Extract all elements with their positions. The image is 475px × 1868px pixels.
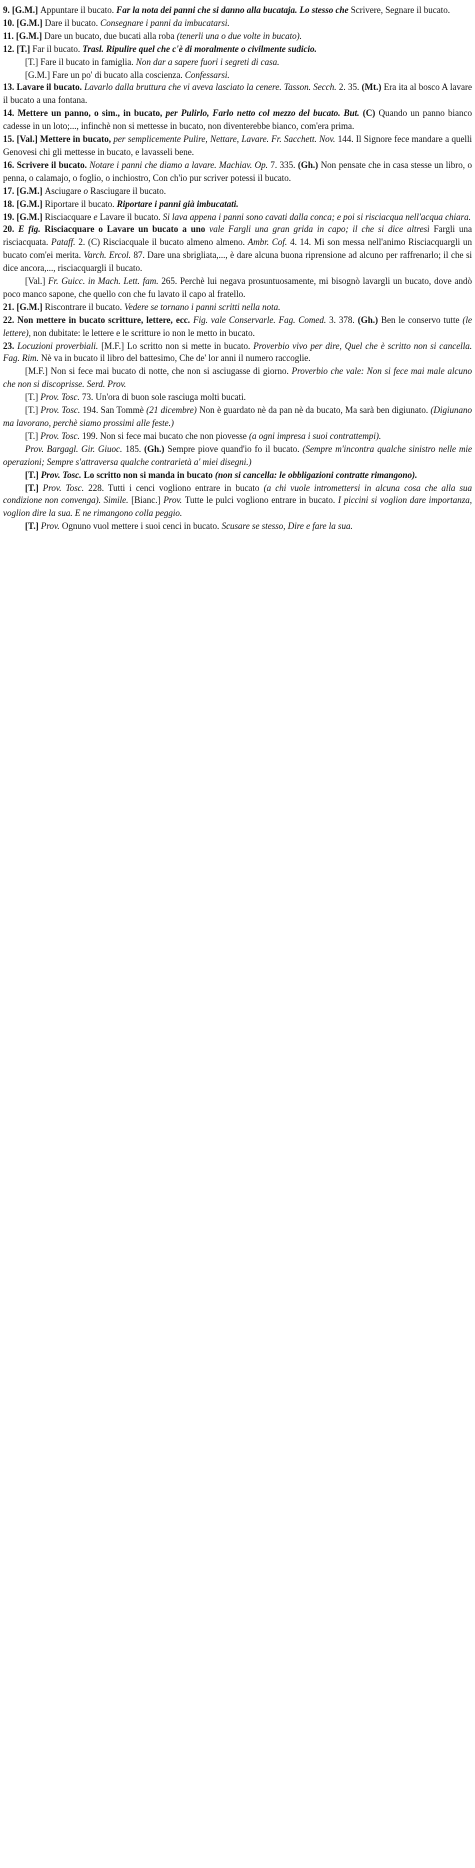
entry-text-run: Lavare il bucato.	[99, 211, 163, 222]
entry-text-run: Nè va in bucato il libro del battesimo, Che de' lor anni il numero raccoglie.	[41, 353, 311, 364]
dictionary-entry	[3, 211, 472, 224]
entry-text-run: Rasciugare il bucato.	[90, 185, 166, 196]
dictionary-entry	[3, 404, 472, 430]
dictionary-entry	[3, 223, 472, 275]
entry-text-run: Fare un po' di bucato alla coscienza.	[52, 69, 185, 80]
dictionary-entry	[3, 520, 472, 533]
entry-text-run: I piccini si voglion dare importanza, voglion dire la sua. E ne rimangono colla peggio.	[3, 495, 472, 519]
entry-text-run: Fargli una risciacquata.	[3, 224, 472, 248]
dictionary-entry	[3, 301, 472, 314]
entry-text-run: E fig.	[18, 224, 45, 235]
dictionary-entry	[3, 159, 472, 185]
entry-text-run: Prov.	[163, 495, 185, 506]
entry-text-run: Locuzioni proverbiali.	[17, 340, 102, 351]
entry-text-run: Risciacquare o Lavare un bucato a uno	[44, 224, 210, 235]
entry-text-run: 87. Dare una sbrigliata,..., è dare alcuna buona riprensione ad alcuno per raffrenarlo; il che si dice ancora,..., risciacquargli il bucato.	[3, 250, 472, 274]
entry-text-run: 3. 378.	[329, 314, 358, 325]
entry-text-run: 265. Perchè lui negava prosuntuosamente, mi bisognò lavargli un bucato, dove andò poco manco sapone, che quello con che fu lavato il capo al fratello.	[3, 276, 472, 299]
entry-text-run: 12. [T.]	[3, 43, 33, 54]
entry-text-run: 17. [G.M.]	[3, 185, 45, 196]
entry-text-run: Trasl. Ripulire quel che c'è di moralmente o civilmente sudicio.	[82, 43, 317, 54]
entry-text-run: [T.]	[25, 521, 41, 532]
entry-text-run: [M.F.] Lo scritto non si mette in bucato.	[101, 340, 254, 351]
entry-text-run: e	[93, 211, 100, 222]
entry-text-run: 7. 335.	[270, 159, 298, 170]
entry-text-run: Prov. Tosc.	[42, 482, 89, 493]
entry-text-run: Riscontrare il bucato.	[44, 301, 125, 312]
entry-text-run: 144. Il Signore fece mandare a quelli Genovesi chi gli mettesse in bucato, e lavasseli bene.	[3, 134, 473, 157]
entry-text-run: Tutte le pulci vogliono entrare in bucato.	[184, 495, 338, 506]
entry-text-run: [T.]	[25, 469, 41, 480]
entry-text-run: [T.]	[25, 430, 41, 441]
entry-text-run: Pataff.	[51, 237, 79, 248]
entry-text-run: [Val.]	[25, 276, 49, 287]
entry-text-run: Appuntare il bucato.	[40, 5, 117, 15]
entry-text-run: (Gh.)	[144, 443, 168, 454]
entry-text-run: Tasson. Secch.	[283, 82, 339, 93]
entry-text-run: (Sempre m'incontra qualche sinistro nelle mie operazioni; Sempre s'attraversa qualche contrarietà a' miei disegni.)	[3, 443, 472, 467]
entry-text-run: 19. [G.M.]	[3, 211, 45, 222]
entry-text-run: Scusare se stesso, Dire e fare la sua.	[221, 521, 353, 532]
entry-text-run: 194. San Tommè	[82, 405, 147, 416]
entry-text-run: Ognuno vuol mettere i suoi cenci in bucato.	[61, 521, 222, 532]
entry-text-run: [M.F.]	[25, 366, 51, 377]
dictionary-entry	[3, 81, 472, 107]
dictionary-entry	[3, 198, 472, 211]
entry-text-run: 16. Scrivere il bucato.	[3, 159, 90, 170]
dictionary-entry	[3, 340, 472, 366]
entry-text-run: 13. Lavare il bucato.	[3, 82, 85, 93]
entry-text-run: Notare i panni che diamo a lavare. Machiav. Op.	[89, 159, 271, 170]
entry-text-run: [T.]	[25, 56, 41, 67]
entry-text-run: Prov. Tosc.	[40, 430, 82, 441]
entry-text-run: Confessarsi.	[184, 69, 230, 80]
entry-text-run: (a chi vuole intromettersi in alcuna cosa che alla sua condizione non convenga). Simile.	[3, 482, 472, 506]
entry-text-run: Prov. Tosc.	[40, 392, 82, 403]
dictionary-entry	[3, 17, 472, 30]
entry-text-run: (non si cancella: le obbligazioni contratte rimangono).	[214, 469, 418, 480]
dictionary-entry	[3, 69, 472, 82]
entry-text-run: [T.]	[25, 405, 41, 416]
entry-text-run: non dubitate: le lettere e le scritture io non le metto in bucato.	[33, 327, 255, 338]
dictionary-entry	[3, 430, 472, 443]
entry-text-run: (Gh.)	[357, 314, 381, 325]
entry-text-run: 185.	[125, 443, 145, 454]
entry-text-run: 2. 35.	[338, 82, 362, 93]
entry-text-run: (a ogni impresa i suoi contrattempi).	[248, 430, 382, 441]
entry-text-run: Non è guardato nè da pan nè da bucato, Ma sarà ben digiunato.	[199, 405, 431, 416]
entry-text-run: Far il bucato.	[32, 43, 83, 54]
entry-text-run: 20.	[3, 224, 19, 235]
entry-text-run: 9. [G.M.]	[3, 5, 41, 15]
entry-text-run: Dare il bucato.	[44, 17, 101, 28]
entry-text-run: 10. [G.M.]	[3, 17, 45, 28]
entry-text-run: Asciugare	[44, 185, 84, 196]
entry-text-run: 4. 14. Mi son messa nell'animo Risciacquargli un bucato com'ei merita.	[3, 237, 473, 261]
dictionary-entry	[3, 133, 472, 159]
dictionary-entry	[3, 314, 472, 340]
entry-text-run: Consegnare i panni da imbucatarsi.	[100, 17, 230, 28]
entry-text-run: (Digiunano ma lavorano, perchè siamo prossimi alle feste.)	[3, 405, 473, 428]
entry-text-run: [T.]	[25, 392, 41, 403]
entry-text-run: (21 dicembre)	[146, 405, 200, 416]
entry-text-run: Far la nota dei panni che si danno alla bucataja. Lo stesso che	[116, 5, 351, 15]
entry-text-run: Risciacquare	[44, 211, 94, 222]
entry-text-run: 21. [G.M.]	[3, 301, 45, 312]
entry-text-run: Quando un panno bianco cadesse in un loto;..., infinchè non si mettesse in bucato, non diventerebbe bianco, com'era prima.	[3, 108, 473, 132]
entry-text-run: per Pulirlo, Farlo netto col mezzo del bucato. But.	[165, 108, 363, 119]
entry-text-run: per semplicemente Pulire, Nettare, Lavare. Fr. Sacchett. Nov.	[113, 134, 338, 145]
entry-text-run: Prov. Bargagl. Gir. Giuoc.	[25, 443, 126, 454]
entry-text-run: Prov. Tosc.	[40, 405, 83, 416]
entry-text-run: Si lava appena i panni sono cavati dalla conca; e poi si risciacqua nell'acqua chiara.	[162, 211, 471, 222]
dictionary-entry	[3, 365, 472, 391]
dictionary-entry	[3, 4, 472, 17]
entry-text-run: Vedere se tornano i panni scritti nella nota.	[124, 301, 281, 312]
dictionary-entry	[3, 443, 472, 469]
entry-text-run: Riportare i panni già imbucatati.	[116, 198, 239, 209]
entry-text-run: [Bianc.]	[131, 495, 164, 506]
entry-text-run: o	[83, 185, 91, 196]
dictionary-entry	[3, 30, 472, 43]
entry-text-run: Ambr. Cof.	[247, 237, 291, 248]
entry-text-run: [G.M.]	[25, 69, 53, 80]
entry-text-run: Scrivere, Segnare il bucato.	[350, 5, 450, 15]
entry-text-run: (le lettere),	[3, 314, 473, 338]
entry-text-run: 18. [G.M.]	[3, 198, 45, 209]
entry-text-run: Prov.	[40, 521, 62, 532]
entry-text-run: Varch. Ercol.	[83, 250, 134, 261]
entry-text-run: 2. (C) Risciacquale il bucato almeno almeno.	[78, 237, 248, 248]
entry-text-run: Non si fece mai bucato di notte, che non si asciugasse di giorno.	[50, 366, 292, 377]
entry-text-run: Proverbio che vale: Non si fece mai male alcuno che non si discoprisse. Serd. Prov.	[3, 366, 473, 390]
entry-text-run: (C)	[362, 108, 379, 119]
entry-text-run: Lavarlo dalla bruttura che vi aveva lasciato la cenere.	[84, 82, 284, 93]
entry-text-run: Fig. vale Conservarle. Fag. Comed.	[193, 314, 330, 325]
dictionary-entry	[3, 185, 472, 198]
dictionary-entry	[3, 107, 472, 133]
dictionary-entry	[3, 56, 472, 69]
entry-text-run: 14. Mettere un panno, o sim., in bucato,	[3, 108, 166, 119]
entry-text-run: (Mt.)	[361, 82, 384, 93]
entry-text-run: (tenerli una o due volte in bucato).	[176, 30, 302, 41]
entry-text-run: Dare un bucato, due bucati alla roba	[44, 30, 177, 41]
entry-text-run: 199. Non si fece mai bucato che non piovesse	[82, 430, 249, 441]
dictionary-entry	[3, 43, 472, 56]
entry-text-run: 73. Un'ora di buon sole rasciuga molti bucati.	[82, 392, 246, 403]
entry-text-run: Non dar a sapere fuori i segreti di casa.	[135, 56, 280, 67]
dictionary-entry	[3, 391, 472, 404]
entry-text-run: Fare il bucato in famiglia.	[40, 56, 136, 67]
dictionary-entry	[3, 275, 472, 301]
entry-text-run: 11. [G.M.]	[3, 30, 45, 41]
dictionary-entry	[3, 469, 472, 482]
entry-text-run: Proverbio vivo per dire, Quel che è scritto non si cancella. Fag. Rim.	[3, 340, 473, 364]
entry-text-run: 23.	[3, 340, 18, 351]
entry-text-run: Lo scritto non si manda in bucato	[83, 469, 215, 480]
entry-text-run: vale Fargli una gran grida in capo; il che si dice altresì	[209, 224, 434, 235]
entry-text-run: Ben le conservo tutte	[380, 314, 463, 325]
entry-text-run: Fr. Guicc. in Mach. Lett. fam.	[48, 276, 162, 287]
entry-text-run: 15. [Val.] Mettere in bucato,	[3, 134, 114, 145]
entry-text-run: 22. Non mettere in bucato scritture, lettere, ecc.	[3, 314, 194, 325]
entry-text-run: Riportare il bucato.	[44, 198, 117, 209]
entry-text-run: Prov. Tosc.	[40, 469, 84, 480]
entry-text-run: [T.]	[25, 482, 43, 493]
dictionary-entry	[3, 482, 472, 521]
entry-text-run: 228. Tutti i cenci vogliono entrare in bucato	[88, 482, 264, 493]
entry-text-run: Sempre piove quand'io fo il bucato.	[167, 443, 303, 454]
entry-text-run: Non pensate che in casa stesse un libro, o penna, o calamajo, o foglio, o inchiostro, Con ch'io pur scriver potessi il bucato.	[3, 159, 472, 183]
entry-text-run: (Gh.)	[297, 159, 321, 170]
entry-text-run: Era ita al bosco A lavare il bucato a una fontana.	[3, 82, 473, 106]
